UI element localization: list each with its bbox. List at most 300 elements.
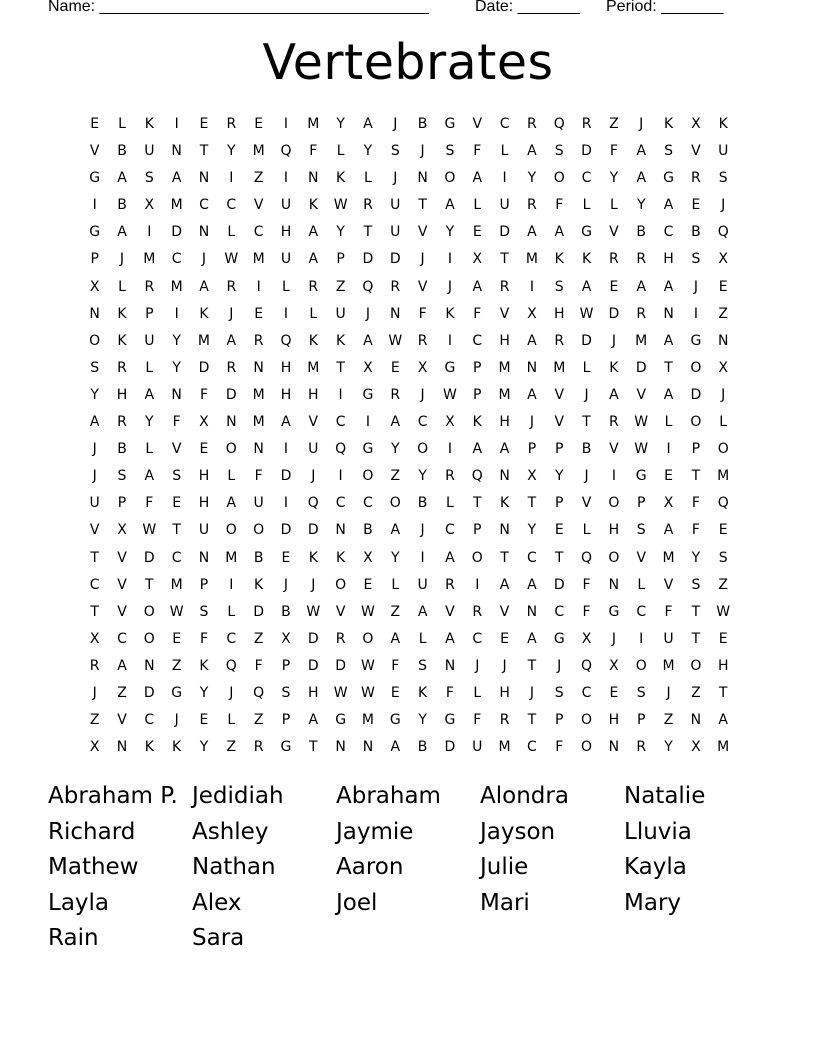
grid-letter: N	[253, 359, 264, 376]
grid-letter: O	[143, 630, 155, 647]
grid-letter: N	[253, 441, 264, 458]
grid-letter: H	[280, 359, 292, 376]
grid-letter: G	[444, 359, 456, 376]
grid-letter: C	[253, 224, 264, 241]
grid-letter: I	[174, 116, 179, 132]
grid-letter: A	[554, 224, 565, 241]
grid-letter: L	[336, 143, 345, 160]
grid-letter: A	[445, 630, 455, 647]
grid-letter: C	[226, 630, 237, 647]
grid-letter: Z	[663, 712, 674, 729]
grid-letter: R	[527, 116, 537, 132]
grid-letter: A	[226, 332, 237, 349]
grid-letter: L	[227, 224, 236, 241]
grid-letter: C	[335, 414, 346, 431]
grid-letter: A	[363, 332, 373, 349]
grid-letter: P	[691, 441, 701, 458]
grid-letter: G	[663, 170, 674, 187]
grid-letter: C	[472, 332, 483, 349]
word-bank-item: Lluvia	[624, 818, 692, 845]
grid-letter: T	[199, 143, 209, 160]
grid-letter: W	[361, 603, 375, 620]
word-bank-item: Jayson	[480, 818, 556, 845]
grid-letter: G	[362, 386, 374, 403]
grid-letter: T	[336, 359, 345, 376]
grid-row	[81, 385, 737, 412]
grid-letter: F	[691, 522, 700, 539]
grid-letter: E	[281, 549, 291, 566]
grid-letter: A	[390, 414, 401, 431]
grid-letter: P	[199, 576, 209, 593]
grid-letter: N	[171, 386, 182, 403]
grid-row	[81, 737, 737, 764]
grid-letter: V	[117, 603, 127, 620]
word-bank-item: Ashley	[192, 818, 269, 845]
grid-letter: H	[280, 224, 292, 241]
grid-row	[81, 493, 737, 520]
grid-letter: O	[225, 522, 237, 539]
grid-row	[81, 439, 737, 466]
grid-letter: O	[690, 359, 702, 376]
grid-letter: B	[691, 224, 701, 241]
grid-letter: E	[390, 684, 400, 701]
grid-letter: X	[199, 414, 209, 431]
grid-letter: Z	[718, 305, 728, 322]
grid-letter: F	[582, 576, 591, 593]
grid-letter: T	[500, 549, 509, 566]
grid-letter: Y	[390, 441, 400, 458]
grid-letter: Q	[581, 549, 593, 566]
grid-letter: A	[636, 170, 647, 187]
grid-row	[81, 222, 737, 249]
grid-letter: P	[473, 386, 482, 403]
grid-letter: N	[116, 739, 128, 756]
grid-letter: D	[553, 576, 565, 593]
grid-letter: D	[581, 143, 592, 160]
grid-letter: Y	[390, 549, 400, 566]
grid-letter: U	[253, 495, 264, 512]
grid-letter: C	[117, 630, 127, 647]
grid-letter: C	[472, 630, 483, 647]
grid-letter: N	[198, 224, 210, 241]
grid-letter: V	[417, 278, 428, 295]
word-bank-item: Mary	[624, 889, 682, 916]
grid-letter: G	[280, 739, 292, 756]
grid-letter: J	[693, 278, 698, 295]
grid-letter: E	[718, 630, 728, 647]
grid-letter: L	[118, 116, 126, 132]
grid-letter: P	[637, 712, 646, 729]
grid-letter: T	[527, 495, 537, 512]
grid-letter: Y	[554, 468, 564, 485]
grid-letter: K	[144, 116, 154, 132]
grid-letter: D	[307, 630, 319, 647]
grid-letter: O	[717, 441, 729, 458]
grid-letter: T	[309, 739, 318, 756]
grid-letter: B	[417, 495, 428, 512]
grid-letter: A	[663, 197, 674, 214]
grid-letter: C	[581, 170, 592, 187]
grid-letter: X	[691, 116, 701, 132]
grid-letter: E	[500, 630, 510, 647]
grid-letter: P	[637, 495, 646, 512]
grid-letter: A	[718, 712, 728, 729]
grid-letter: V	[472, 116, 483, 132]
grid-letter: G	[581, 224, 592, 241]
grid-letter: H	[717, 657, 729, 674]
grid-letter: Z	[253, 712, 264, 729]
grid-letter: S	[172, 468, 182, 485]
grid-letter: V	[636, 386, 647, 403]
grid-letter: I	[447, 332, 452, 349]
grid-letter: S	[636, 684, 646, 701]
grid-letter: Z	[253, 170, 264, 187]
grid-row	[81, 249, 737, 276]
grid-letter: J	[584, 386, 589, 403]
grid-letter: F	[609, 143, 618, 160]
grid-letter: O	[553, 170, 565, 187]
grid-letter: K	[554, 251, 564, 268]
grid-letter: K	[609, 359, 619, 376]
grid-letter: P	[555, 441, 564, 458]
grid-letter: M	[662, 549, 675, 566]
grid-letter: Y	[336, 224, 345, 241]
grid-letter: M	[498, 386, 511, 403]
grid-letter: X	[144, 197, 155, 214]
grid-letter: J	[529, 684, 534, 701]
grid-letter: B	[117, 441, 127, 458]
grid-letter: G	[89, 224, 101, 241]
word-bank-item: Jaymie	[336, 818, 414, 845]
grid-letter: D	[198, 359, 210, 376]
grid-letter: L	[282, 278, 290, 295]
grid-letter: X	[89, 739, 100, 756]
grid-letter: C	[144, 712, 155, 729]
grid-letter: E	[199, 441, 209, 458]
grid-letter: R	[445, 576, 455, 593]
word-bank-item: Kayla	[624, 854, 687, 880]
grid-letter: U	[198, 522, 210, 539]
grid-letter: G	[690, 332, 702, 349]
grid-letter: I	[283, 495, 289, 512]
grid-letter: M	[170, 278, 183, 295]
grid-letter: V	[253, 197, 264, 214]
grid-letter: V	[117, 576, 127, 593]
grid-letter: M	[635, 332, 648, 349]
grid-letter: I	[447, 441, 452, 458]
grid-letter: D	[444, 739, 456, 756]
grid-letter: M	[307, 116, 320, 132]
word-bank-item: Natalie	[624, 783, 706, 809]
grid-letter: R	[445, 468, 455, 485]
grid-letter: N	[171, 143, 182, 160]
grid-letter: X	[363, 359, 373, 376]
grid-letter: A	[390, 739, 401, 756]
grid-letter: O	[690, 414, 702, 431]
grid-letter: X	[281, 630, 291, 647]
grid-letter: T	[691, 630, 701, 647]
grid-letter: G	[389, 712, 401, 729]
grid-letter: A	[89, 414, 100, 431]
grid-letter: V	[691, 143, 701, 160]
grid-letter: U	[144, 332, 155, 349]
grid-letter: Q	[362, 278, 374, 295]
grid-letter: M	[717, 468, 730, 485]
grid-letter: I	[365, 414, 371, 431]
grid-letter: L	[309, 305, 318, 322]
grid-letter: Z	[718, 576, 728, 593]
grid-letter: K	[663, 116, 674, 132]
grid-letter: K	[117, 305, 127, 322]
grid-letter: J	[420, 251, 425, 268]
grid-letter: A	[527, 143, 537, 160]
grid-letter: N	[717, 332, 729, 349]
period-field-label: Period: _______	[606, 0, 724, 15]
grid-letter: P	[336, 251, 345, 268]
grid-letter: Y	[172, 332, 181, 349]
grid-letter: K	[336, 332, 346, 349]
grid-letter: H	[608, 522, 620, 539]
grid-letter: S	[199, 603, 209, 620]
grid-letter: C	[89, 576, 100, 593]
grid-letter: R	[117, 359, 127, 376]
grid-letter: T	[90, 549, 99, 566]
grid-letter: A	[663, 332, 674, 349]
grid-letter: A	[390, 522, 401, 539]
grid-letter: I	[611, 468, 616, 485]
grid-letter: J	[447, 278, 452, 295]
grid-letter: Y	[527, 170, 537, 187]
grid-letter: H	[553, 305, 565, 322]
grid-letter: M	[170, 197, 183, 214]
grid-letter: F	[445, 684, 454, 701]
grid-letter: I	[502, 170, 507, 187]
grid-letter: E	[718, 522, 728, 539]
grid-letter: L	[719, 414, 728, 431]
grid-letter: Z	[89, 712, 100, 729]
grid-letter: R	[636, 251, 647, 268]
grid-letter: Y	[527, 522, 537, 539]
grid-letter: C	[171, 549, 182, 566]
grid-letter: E	[172, 495, 182, 512]
grid-letter: R	[609, 414, 619, 431]
grid-letter: I	[147, 224, 152, 241]
grid-letter: M	[197, 332, 211, 349]
grid-letter: R	[527, 197, 537, 214]
grid-letter: K	[254, 576, 264, 593]
grid-letter: Y	[664, 739, 673, 756]
grid-row	[81, 466, 737, 493]
grid-letter: A	[445, 549, 455, 566]
grid-letter: P	[281, 657, 291, 674]
grid-letter: J	[393, 170, 398, 187]
grid-letter: K	[336, 549, 346, 566]
grid-letter: N	[335, 522, 346, 539]
grid-letter: N	[226, 414, 237, 431]
grid-letter: X	[417, 359, 428, 376]
grid-letter: U	[499, 197, 510, 214]
grid-letter: B	[417, 116, 428, 132]
grid-letter: G	[171, 684, 183, 701]
grid-letter: N	[608, 576, 620, 593]
grid-letter: B	[253, 549, 264, 566]
grid-letter: S	[418, 657, 428, 674]
grid-letter: V	[335, 603, 346, 620]
grid-letter: D	[608, 305, 620, 322]
grid-letter: J	[92, 468, 97, 485]
grid-letter: W	[306, 603, 321, 620]
grid-letter: Z	[226, 739, 237, 756]
word-bank-item: Richard	[48, 818, 136, 845]
grid-letter: K	[718, 116, 728, 132]
grid-letter: A	[663, 278, 674, 295]
grid-letter: V	[663, 576, 674, 593]
grid-letter: G	[444, 712, 456, 729]
grid-letter: W	[579, 305, 594, 322]
grid-letter: I	[693, 305, 698, 322]
grid-letter: F	[473, 712, 482, 729]
grid-row	[81, 520, 737, 547]
grid-letter: M	[553, 359, 566, 376]
grid-letter: L	[446, 495, 454, 512]
grid-letter: M	[252, 386, 265, 403]
grid-letter: R	[390, 278, 401, 295]
grid-letter: A	[117, 170, 127, 187]
grid-letter: A	[527, 630, 537, 647]
grid-letter: F	[691, 495, 700, 512]
grid-letter: S	[90, 359, 100, 376]
grid-letter: Y	[227, 143, 236, 160]
grid-letter: M	[225, 549, 238, 566]
grid-letter: E	[90, 116, 100, 132]
grid-letter: J	[92, 441, 97, 458]
grid-letter: Z	[117, 684, 127, 701]
grid-letter: V	[417, 224, 428, 241]
grid-letter: D	[635, 359, 647, 376]
grid-letter: J	[229, 684, 234, 701]
grid-letter: X	[89, 278, 100, 295]
grid-letter: P	[281, 712, 291, 729]
grid-letter: D	[335, 657, 346, 674]
grid-letter: J	[229, 305, 234, 322]
grid-letter: X	[609, 657, 619, 674]
word-bank-item: Alex	[192, 889, 242, 916]
grid-letter: H	[499, 414, 510, 431]
grid-letter: R	[253, 739, 264, 756]
grid-letter: L	[118, 278, 126, 295]
grid-letter: A	[472, 170, 483, 187]
grid-letter: Y	[172, 359, 181, 376]
grid-letter: V	[609, 224, 619, 241]
grid-letter: A	[144, 468, 155, 485]
grid-letter: R	[89, 657, 100, 674]
grid-letter: K	[418, 684, 428, 701]
grid-letter: P	[555, 495, 564, 512]
grid-letter: N	[663, 305, 674, 322]
grid-letter: O	[389, 495, 401, 512]
grid-letter: U	[718, 143, 729, 160]
grid-letter: V	[171, 441, 182, 458]
grid-row	[81, 195, 737, 222]
word-bank-item: Nathan	[192, 854, 276, 880]
grid-letter: N	[308, 170, 319, 187]
word-bank-item: Joel	[336, 889, 378, 916]
grid-letter: K	[308, 332, 318, 349]
grid-letter: O	[635, 657, 647, 674]
grid-letter: V	[117, 549, 127, 566]
grid-letter: A	[390, 630, 401, 647]
name-field-label: Name: _____________________________________	[48, 0, 429, 15]
grid-letter: A	[308, 712, 319, 729]
grid-letter: K	[199, 657, 209, 674]
grid-letter: R	[144, 278, 155, 295]
grid-letter: E	[664, 468, 673, 485]
grid-letter: N	[608, 739, 620, 756]
grid-row	[81, 656, 737, 683]
grid-letter: M	[252, 143, 265, 160]
grid-letter: H	[663, 251, 674, 268]
grid-letter: V	[499, 305, 510, 322]
grid-letter: U	[390, 224, 401, 241]
grid-letter: P	[117, 495, 127, 512]
grid-letter: N	[499, 468, 510, 485]
grid-letter: V	[636, 549, 647, 566]
grid-letter: N	[526, 603, 538, 620]
grid-letter: Y	[336, 116, 345, 132]
grid-letter: K	[172, 739, 182, 756]
grid-letter: J	[611, 332, 616, 349]
grid-letter: K	[308, 197, 318, 214]
grid-letter: H	[198, 468, 210, 485]
grid-letter: L	[664, 414, 673, 431]
grid-letter: Y	[199, 739, 209, 756]
grid-letter: O	[362, 630, 374, 647]
grid-letter: T	[718, 684, 728, 701]
grid-letter: S	[554, 278, 564, 295]
grid-letter: E	[254, 116, 264, 132]
grid-letter: D	[280, 468, 292, 485]
grid-letter: E	[609, 278, 619, 295]
grid-letter: O	[581, 712, 593, 729]
grid-letter: A	[199, 278, 209, 295]
grid-letter: N	[690, 712, 702, 729]
page-title: Vertebrates	[262, 34, 554, 91]
grid-letter: Z	[390, 603, 401, 620]
grid-letter: F	[391, 657, 400, 674]
grid-row	[81, 710, 737, 737]
grid-letter: E	[199, 712, 209, 729]
grid-letter: T	[172, 522, 181, 539]
word-bank-item: Abraham P.	[48, 783, 178, 809]
grid-letter: D	[171, 224, 183, 241]
grid-row	[81, 548, 737, 575]
grid-letter: Q	[280, 332, 292, 349]
grid-letter: N	[499, 522, 510, 539]
grid-letter: R	[499, 712, 510, 729]
word-bank-item: Rain	[48, 925, 99, 951]
grid-letter: A	[472, 278, 483, 295]
grid-letter: H	[280, 386, 292, 403]
grid-row	[81, 168, 737, 195]
grid-letter: F	[473, 305, 482, 322]
grid-letter: J	[201, 251, 207, 268]
grid-letter: S	[554, 684, 564, 701]
grid-letter: G	[553, 630, 565, 647]
grid-letter: X	[117, 522, 127, 539]
grid-row	[81, 141, 737, 168]
grid-letter: H	[116, 386, 128, 403]
grid-letter: K	[499, 495, 510, 512]
